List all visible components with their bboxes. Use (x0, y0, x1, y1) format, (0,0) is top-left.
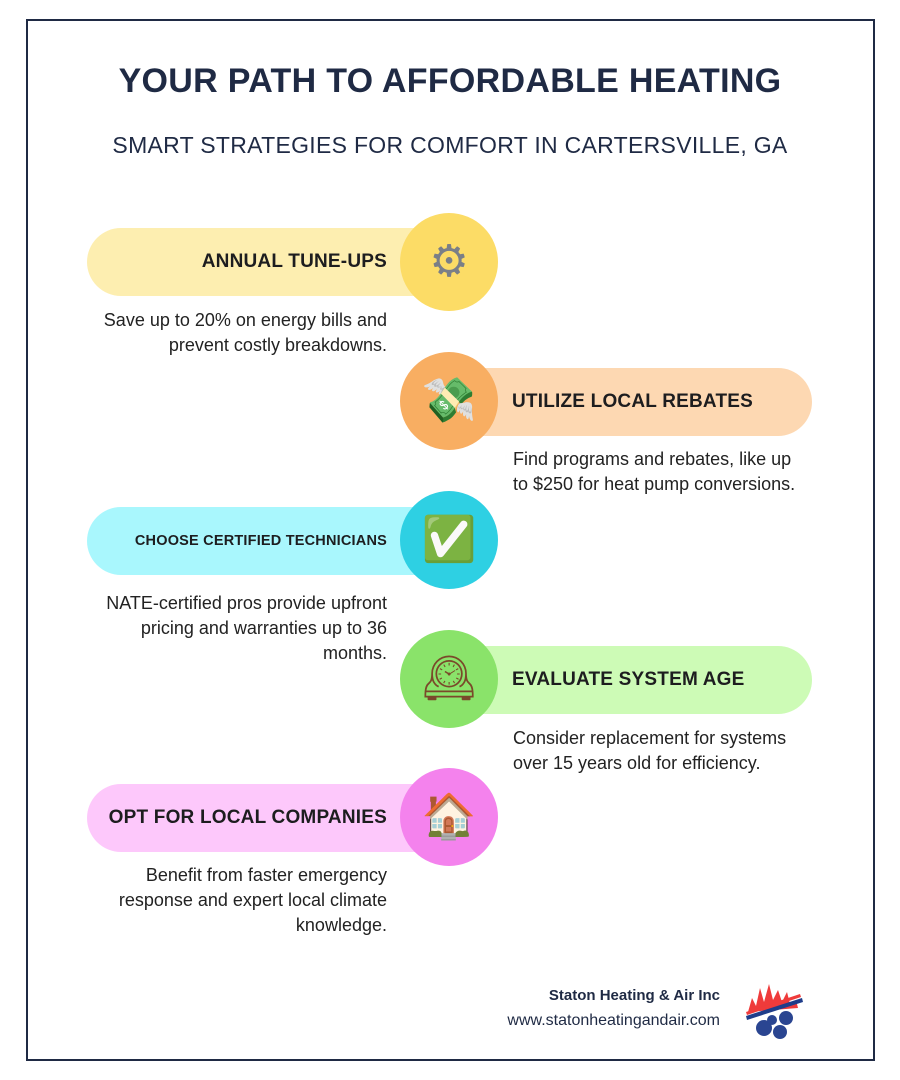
step-description: Find programs and rebates, like up to $250 for heat pump conversions. (513, 449, 796, 494)
step-label: CHOOSE CERTIFIED TECHNICIANS (134, 533, 387, 549)
page-title: YOUR PATH TO AFFORDABLE HEATING (118, 62, 782, 100)
company-name: Staton Heating & Air Inc (548, 987, 720, 1004)
step-description: NATE-certified pros provide upfront pricing and warranties up to 36 months. (106, 593, 387, 663)
company-website[interactable]: www.statonheatingandair.com (507, 1012, 720, 1029)
step-utilize-local-rebates (449, 368, 812, 436)
step-choose-certified-technicians (87, 507, 449, 575)
step-icon-circle (400, 491, 498, 589)
step-description: Consider replacement for systems over 15 years old for efficiency. (513, 728, 787, 773)
step-annual-tune-ups (87, 228, 449, 296)
step-opt-for-local-companies (87, 784, 449, 852)
step-label: UTILIZE LOCAL REBATES (512, 391, 753, 412)
step-label: ANNUAL TUNE-UPS (201, 251, 387, 272)
house-icon: 🏠 (421, 791, 477, 842)
money-with-wings-icon: 💸 (421, 375, 477, 426)
step-icon-circle (400, 768, 498, 866)
step-icon-circle (400, 630, 498, 728)
step-description: Benefit from faster emergency response and expert local climate knowledge. (118, 865, 387, 935)
step-icon-circle (400, 213, 498, 311)
step-description: Save up to 20% on energy bills and prevent costly breakdowns. (103, 310, 387, 355)
step-icon-circle (400, 352, 498, 450)
step-label: EVALUATE SYSTEM AGE (512, 669, 745, 690)
page-subtitle: SMART STRATEGIES FOR COMFORT IN CARTERSVILLE, GA (112, 132, 788, 158)
step-evaluate-system-age (449, 646, 812, 714)
step-label: OPT FOR LOCAL COMPANIES (108, 807, 387, 828)
mantelpiece-clock-icon: 🕰 (421, 653, 477, 704)
check-mark-button-icon: ✅ (421, 514, 477, 565)
gear-icon: ⚙ (429, 236, 469, 287)
flame-snowflake-logo-icon (742, 978, 806, 1040)
